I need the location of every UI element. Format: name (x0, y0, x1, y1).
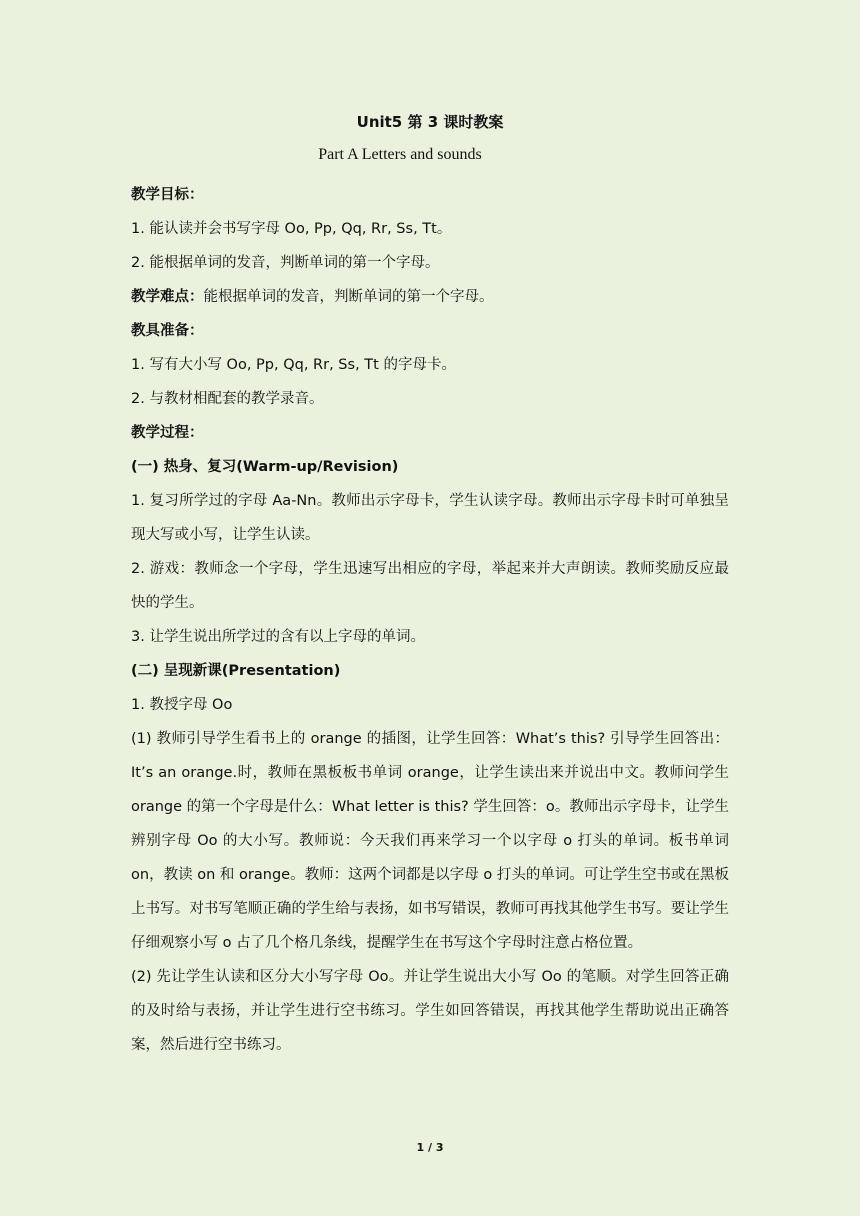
material-item: 2. 与教材相配套的教学录音。 (131, 391, 324, 407)
document-body (131, 178, 729, 1062)
document-subtitle: Part A Letters and sounds (318, 146, 482, 163)
section-item: 3. 让学生说出所学过的含有以上字母的单词。 (131, 629, 425, 645)
page-number: 1 / 3 (416, 1141, 444, 1154)
section-item: 1. 教授字母 Oo (131, 697, 233, 713)
material-item: 1. 写有大小写 Oo, Pp, Qq, Rr, Ss, Tt 的字母卡。 (131, 357, 456, 373)
section-item: 1. 复习所学过的字母 Aa-Nn。教师出示字母卡，学生认读字母。教师出示字母卡时可单独呈现大写或小写，让学生认读。 (131, 493, 729, 543)
materials-heading: 教具准备： (131, 323, 204, 339)
difficulty-label: 教学难点： (131, 289, 204, 305)
difficulty-text: 能根据单词的发音，判断单词的第一个字母。 (203, 289, 494, 305)
document-title: Unit5 第 3 课时教案 (356, 113, 504, 131)
process-heading: 教学过程： (131, 425, 204, 441)
section-paragraph: (2) 先让学生认读和区分大小写字母 Oo。并让学生说出大小写 Oo 的笔顺。对学生回答正确的及时给与表扬，并让学生进行空书练习。学生如回答错误，再找其他学生帮助说出正确答案，然后进行空书练习。 (131, 969, 729, 1053)
section-heading: (二) 呈现新课(Presentation) (131, 663, 341, 679)
objective-item: 1. 能认读并会书写字母 Oo, Pp, Qq, Rr, Ss, Tt。 (131, 221, 452, 237)
section-heading: (一) 热身、复习(Warm-up/Revision) (131, 459, 399, 475)
section-paragraph: (1) 教师引导学生看书上的 orange 的插图，让学生回答：What’s this? 引导学生回答出：It’s an orange.时，教师在黑板板书单词 orange，让学生读出来并说出中文。教师问学生 orange 的第一个字母是什么：What letter is this? 学生回答：o。教师出示字母卡，让学生辨别字母 Oo 的大小写。教师说：今天我们再来学习一个以字母 o 打头的单词。板书单词 on，教读 on 和 orange。教师：这两个词都是以字母 o 打头的单词。可让学生空书或在黑板上书写。对书写笔顺正确的学生给与表扬，如书写错误，教师可再找其他学生书写。要让学生仔细观察小写 o 占了几个格几条线，提醒学生在书写这个字母时注意占格位置。 (131, 731, 729, 951)
objectives-heading: 教学目标： (131, 187, 204, 203)
objective-item: 2. 能根据单词的发音，判断单词的第一个字母。 (131, 255, 440, 271)
section-item: 2. 游戏：教师念一个字母，学生迅速写出相应的字母，举起来并大声朗读。教师奖励反应最快的学生。 (131, 561, 729, 611)
difficulty-line (131, 280, 729, 314)
